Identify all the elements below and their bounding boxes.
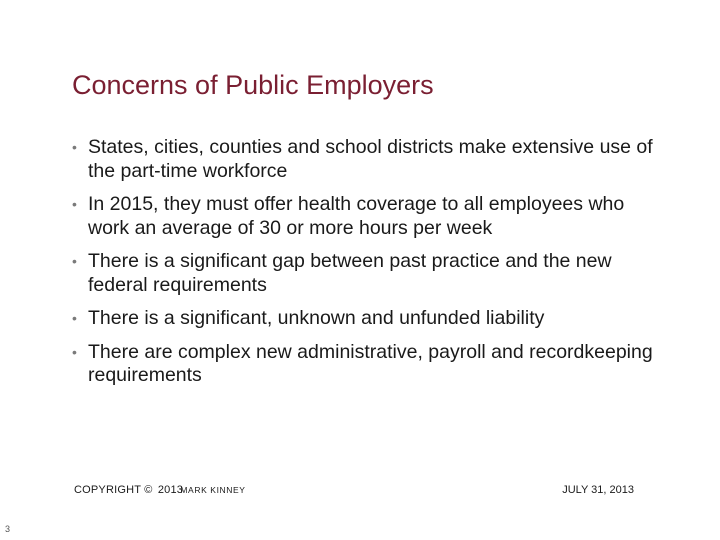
bullet-item (72, 341, 662, 388)
bullet-item (72, 250, 662, 297)
bullet-item (72, 193, 662, 240)
bullet-marker: • (72, 343, 77, 360)
bullet-item (72, 136, 662, 183)
footer-date: JULY 31, 2013 (562, 484, 634, 496)
copyright-year: 2013 (157, 484, 184, 496)
bullet-text: There are complex new administrative, payroll and recordkeeping requirements (88, 340, 653, 386)
bullet-text: There is a significant gap between past practice and the new federal requirements (88, 250, 612, 296)
footer-copyright (74, 484, 246, 496)
bullet-text: States, cities, counties and school districts make extensive use of the part-time workforce (88, 136, 653, 182)
bullet-text: In 2015, they must offer health coverage to all employees who work an average of 30 or more hours per week (88, 193, 625, 239)
bullet-marker: • (72, 253, 77, 269)
bullet-item (72, 307, 662, 331)
bullet-text: There is a significant, unknown and unfunded liability (88, 307, 545, 329)
bullet-list (72, 136, 662, 398)
author-name: MARK KINNEY (180, 485, 246, 495)
bullet-marker: • (72, 196, 77, 212)
copyright-label: COPYRIGHT © (74, 484, 153, 496)
slide-title: Concerns of Public Employers (72, 70, 434, 100)
bullet-marker: • (72, 139, 77, 155)
page-number: 3 (5, 524, 11, 534)
bullet-marker: • (72, 310, 77, 326)
